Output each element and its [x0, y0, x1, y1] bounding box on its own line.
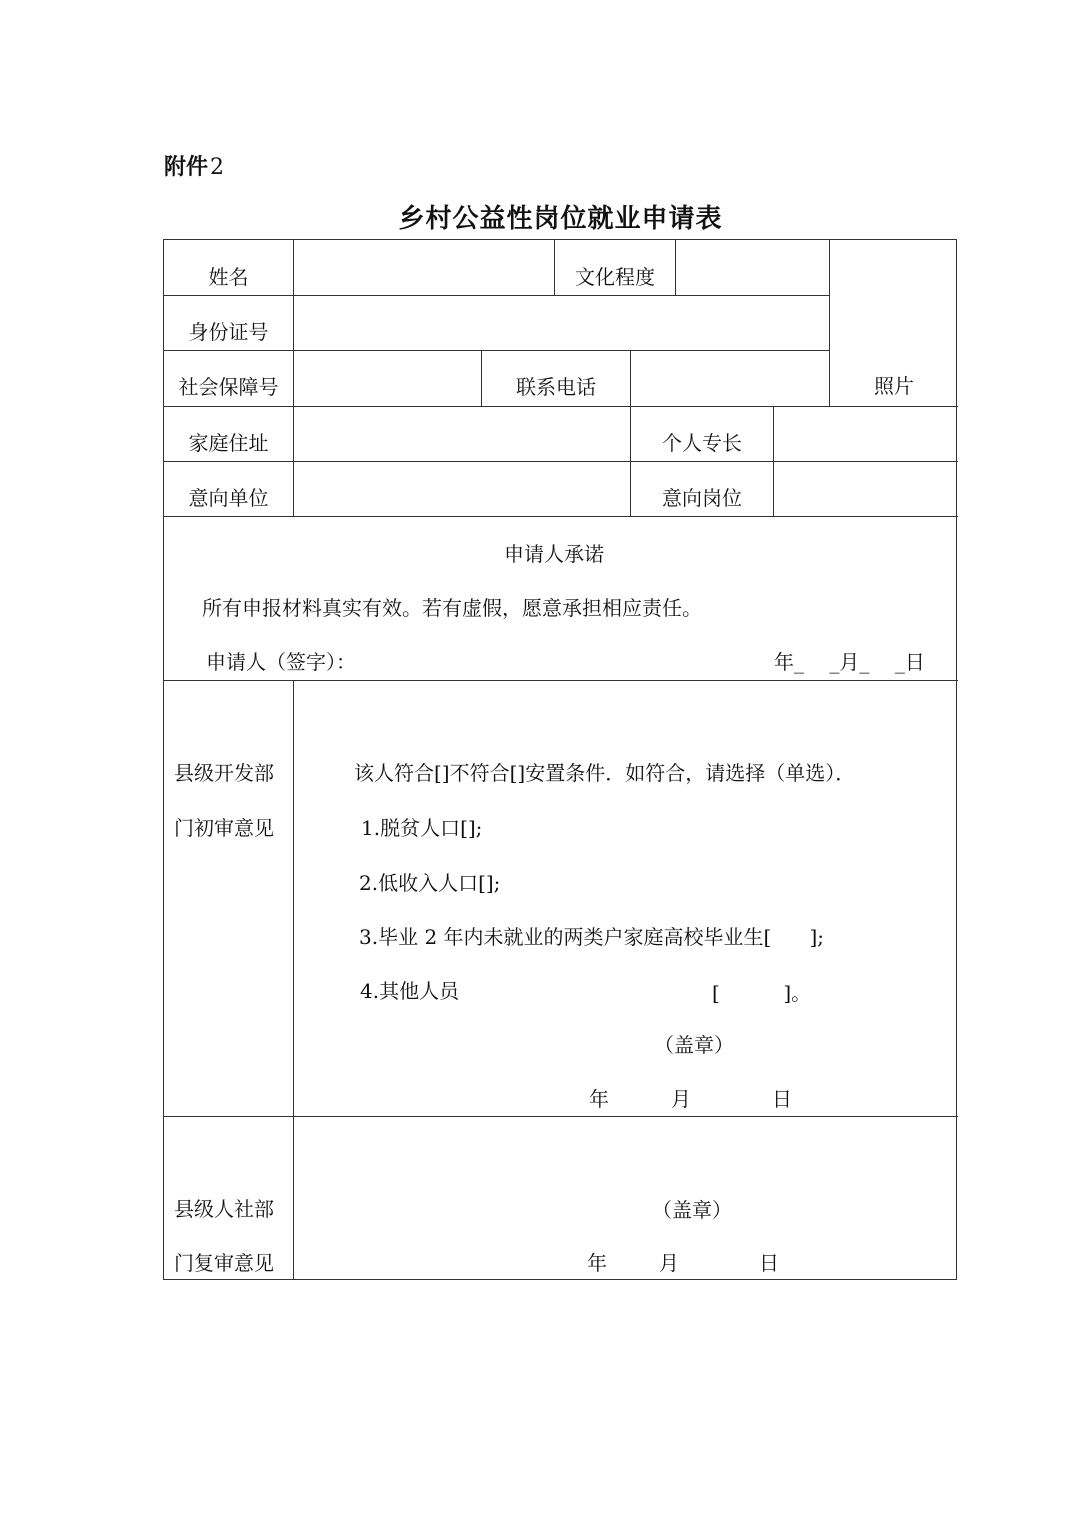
phone-field[interactable] [632, 351, 828, 405]
label-id-number: 身份证号 [188, 320, 269, 344]
education-field[interactable] [677, 240, 828, 294]
option-other[interactable]: 4.其他人员 [360, 979, 460, 1003]
county-hr-date-month: 月 [659, 1251, 679, 1275]
county-dev-label-line2: 门初审意见 [174, 816, 274, 840]
application-form-table [163, 239, 957, 1280]
option-low-income[interactable]: 2.低收入人口[]; [359, 871, 501, 895]
id-number-field[interactable] [295, 296, 828, 350]
county-hr-date-day: 日 [759, 1251, 779, 1275]
label-name: 姓名 [208, 265, 249, 289]
label-education: 文化程度 [575, 265, 655, 289]
county-dev-seal: （盖章） [654, 1033, 734, 1057]
option-graduate[interactable]: 3.毕业 2 年内未就业的两类户家庭高校毕业生[ ]; [359, 925, 825, 949]
label-target-unit: 意向单位 [188, 486, 269, 510]
option-other-bracket[interactable]: [ ]。 [712, 981, 812, 1005]
county-hr-opinion-field[interactable] [295, 1118, 956, 1218]
target-post-field[interactable] [775, 462, 956, 515]
social-security-field[interactable] [295, 351, 480, 405]
row-divider [164, 516, 958, 517]
pledge-statement: 所有申报材料真实有效。若有虚假，愿意承担相应责任。 [202, 596, 702, 620]
pledge-heading: 申请人承诺 [504, 542, 604, 566]
county-hr-seal: （盖章） [652, 1198, 732, 1222]
row-divider [164, 680, 958, 681]
county-dev-statement: 该人符合[]不符合[]安置条件．如符合，请选择（单选）． [354, 761, 856, 785]
label-phone: 联系电话 [516, 375, 596, 399]
county-dev-label-line1: 县级开发部 [174, 761, 274, 785]
county-hr-label-line1: 县级人社部 [174, 1197, 274, 1221]
signature-field[interactable] [374, 640, 754, 676]
target-unit-field[interactable] [295, 462, 629, 515]
signature-label: 申请人（签字）： [206, 650, 356, 674]
attachment-number: 2 [210, 155, 225, 180]
attachment-label-text: 附件 [164, 154, 209, 180]
label-address: 家庭住址 [188, 431, 269, 455]
address-field[interactable] [295, 407, 629, 460]
pledge-date: 年_ _月_ _日 [774, 650, 925, 674]
label-social-security: 社会保障号 [178, 375, 279, 399]
county-dev-date-day: 日 [772, 1087, 792, 1111]
label-target-post: 意向岗位 [662, 486, 742, 510]
county-hr-label-line2: 门复审意见 [174, 1251, 274, 1275]
form-title: 乡村公益性岗位就业申请表 [398, 204, 723, 234]
county-dev-date-month: 月 [671, 1087, 691, 1111]
photo-field[interactable] [831, 240, 956, 405]
specialty-field[interactable] [775, 407, 956, 460]
attachment-label [164, 150, 224, 181]
label-specialty: 个人专长 [662, 431, 742, 455]
county-hr-date-year: 年 [587, 1251, 607, 1275]
option-poverty[interactable]: 1.脱贫人口[]; [361, 816, 483, 840]
label-photo: 照片 [874, 374, 914, 398]
county-dev-date-year: 年 [589, 1087, 609, 1111]
name-field[interactable] [295, 240, 553, 294]
